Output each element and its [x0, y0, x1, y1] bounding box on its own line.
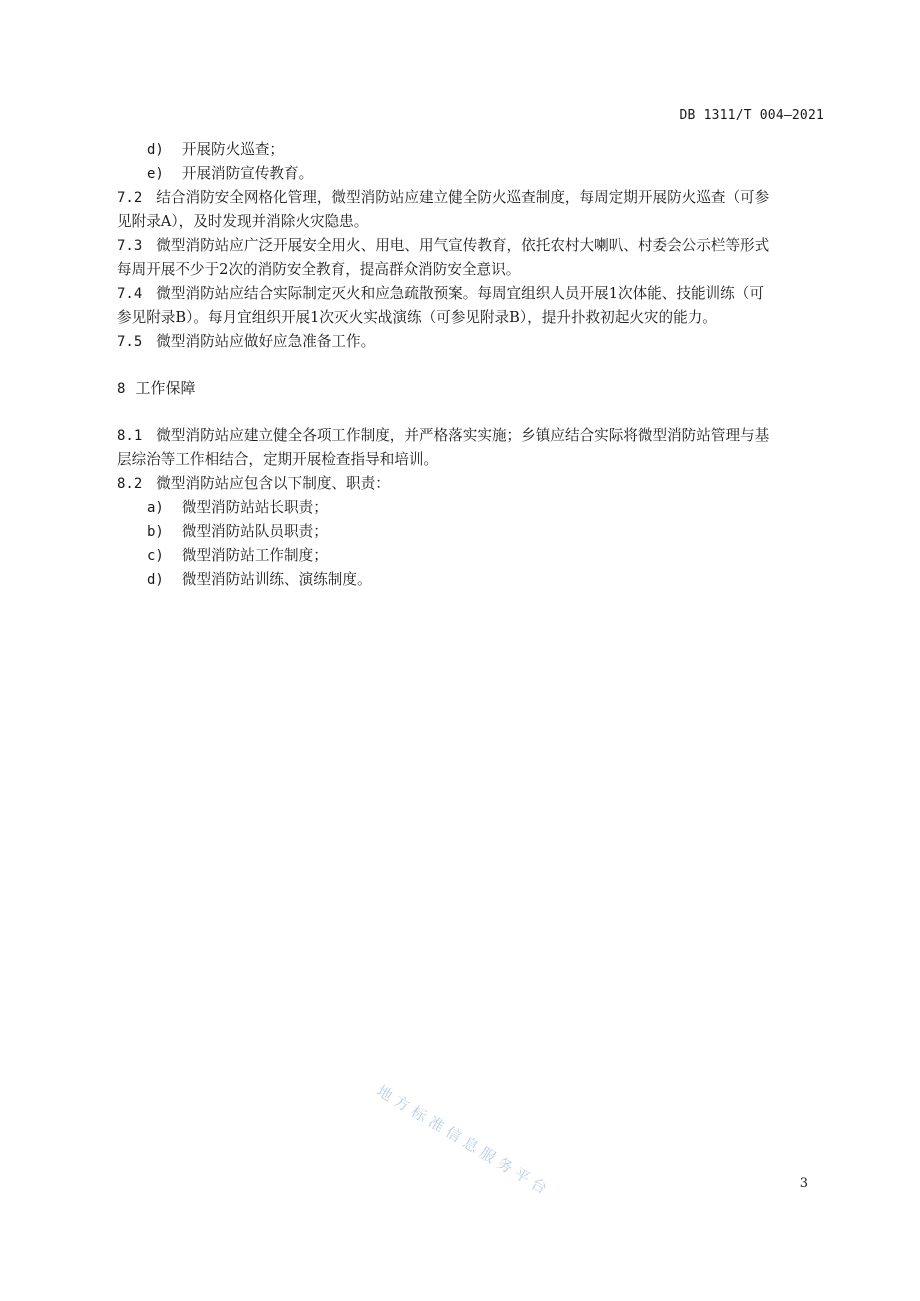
list-item-label: a) — [147, 500, 164, 516]
list-item-text: 微型消防站训练、演练制度。 — [181, 571, 372, 588]
clause-7-4 — [117, 282, 829, 307]
clause-number: 7.2 — [117, 190, 143, 206]
clause-7-2-continued — [117, 210, 829, 234]
clause-text: 微型消防站应结合实际制定灭火和应急疏散预案。每周宜组织人员开展1次体能、技能训练（可 — [156, 285, 764, 302]
list-item-text: 开展消防宣传教育。 — [181, 165, 314, 182]
list-item — [147, 568, 859, 593]
clause-number: 7.3 — [117, 238, 143, 254]
clause-number: 8.2 — [117, 476, 143, 492]
list-item-label: c) — [147, 548, 164, 564]
list-item-text: 开展防火巡查； — [181, 141, 285, 158]
list-item — [147, 138, 859, 163]
clause-8-1-continued — [117, 448, 829, 472]
list-item-text: 微型消防站工作制度； — [181, 547, 328, 564]
section-title: 工作保障 — [135, 379, 196, 397]
list-item-label: d) — [147, 142, 164, 158]
clause-text: 微型消防站应广泛开展安全用火、用电、用气宣传教育，依托农村大喇叭、村委会公示栏等形式 — [156, 237, 770, 254]
clause-8-1 — [117, 424, 829, 449]
page-number: 3 — [799, 1176, 808, 1191]
list-item — [147, 496, 859, 521]
section-heading — [117, 377, 195, 398]
list-item — [147, 520, 859, 545]
clause-text: 每周开展不少于2次的消防安全教育，提高群众消防安全意识。 — [117, 261, 521, 278]
clause-text: 层综治等工作相结合，定期开展检查指导和培训。 — [117, 451, 439, 468]
clause-7-2 — [117, 186, 829, 211]
clause-number: 7.4 — [117, 286, 143, 302]
list-item-label: e) — [147, 166, 164, 182]
clause-text: 参见附录B）。每月宜组织开展1次灭火实战演练（可参见附录B），提升扑救初起火灾的能力。 — [117, 309, 717, 326]
list-item-label: b) — [147, 524, 164, 540]
clause-text: 结合消防安全网格化管理，微型消防站应建立健全防火巡查制度，每周定期开展防火巡查（可参 — [156, 189, 770, 206]
clause-7-3 — [117, 234, 829, 259]
section-number: 8 — [117, 381, 126, 397]
watermark: 地方标准信息服务平台 — [373, 1081, 555, 1201]
clause-7-3-continued — [117, 258, 829, 282]
list-item-text: 微型消防站队员职责； — [181, 523, 328, 540]
clause-text: 见附录A），及时发现并消除火灾隐患。 — [117, 213, 369, 230]
clause-number: 8.1 — [117, 428, 143, 444]
list-item-label: d) — [147, 572, 164, 588]
list-item — [147, 544, 859, 569]
clause-text: 微型消防站应包含以下制度、职责： — [156, 475, 390, 492]
list-item — [147, 162, 859, 187]
clause-text: 微型消防站应做好应急准备工作。 — [156, 333, 376, 350]
clause-number: 7.5 — [117, 334, 143, 350]
list-item-text: 微型消防站站长职责； — [181, 499, 328, 516]
document-code-header: DB 1311/T 004—2021 — [679, 108, 824, 123]
clause-text: 微型消防站应建立健全各项工作制度，并严格落实实施；乡镇应结合实际将微型消防站管理与基 — [156, 427, 770, 444]
clause-8-2 — [117, 472, 829, 497]
clause-7-4-continued — [117, 306, 829, 330]
clause-7-5 — [117, 330, 829, 355]
